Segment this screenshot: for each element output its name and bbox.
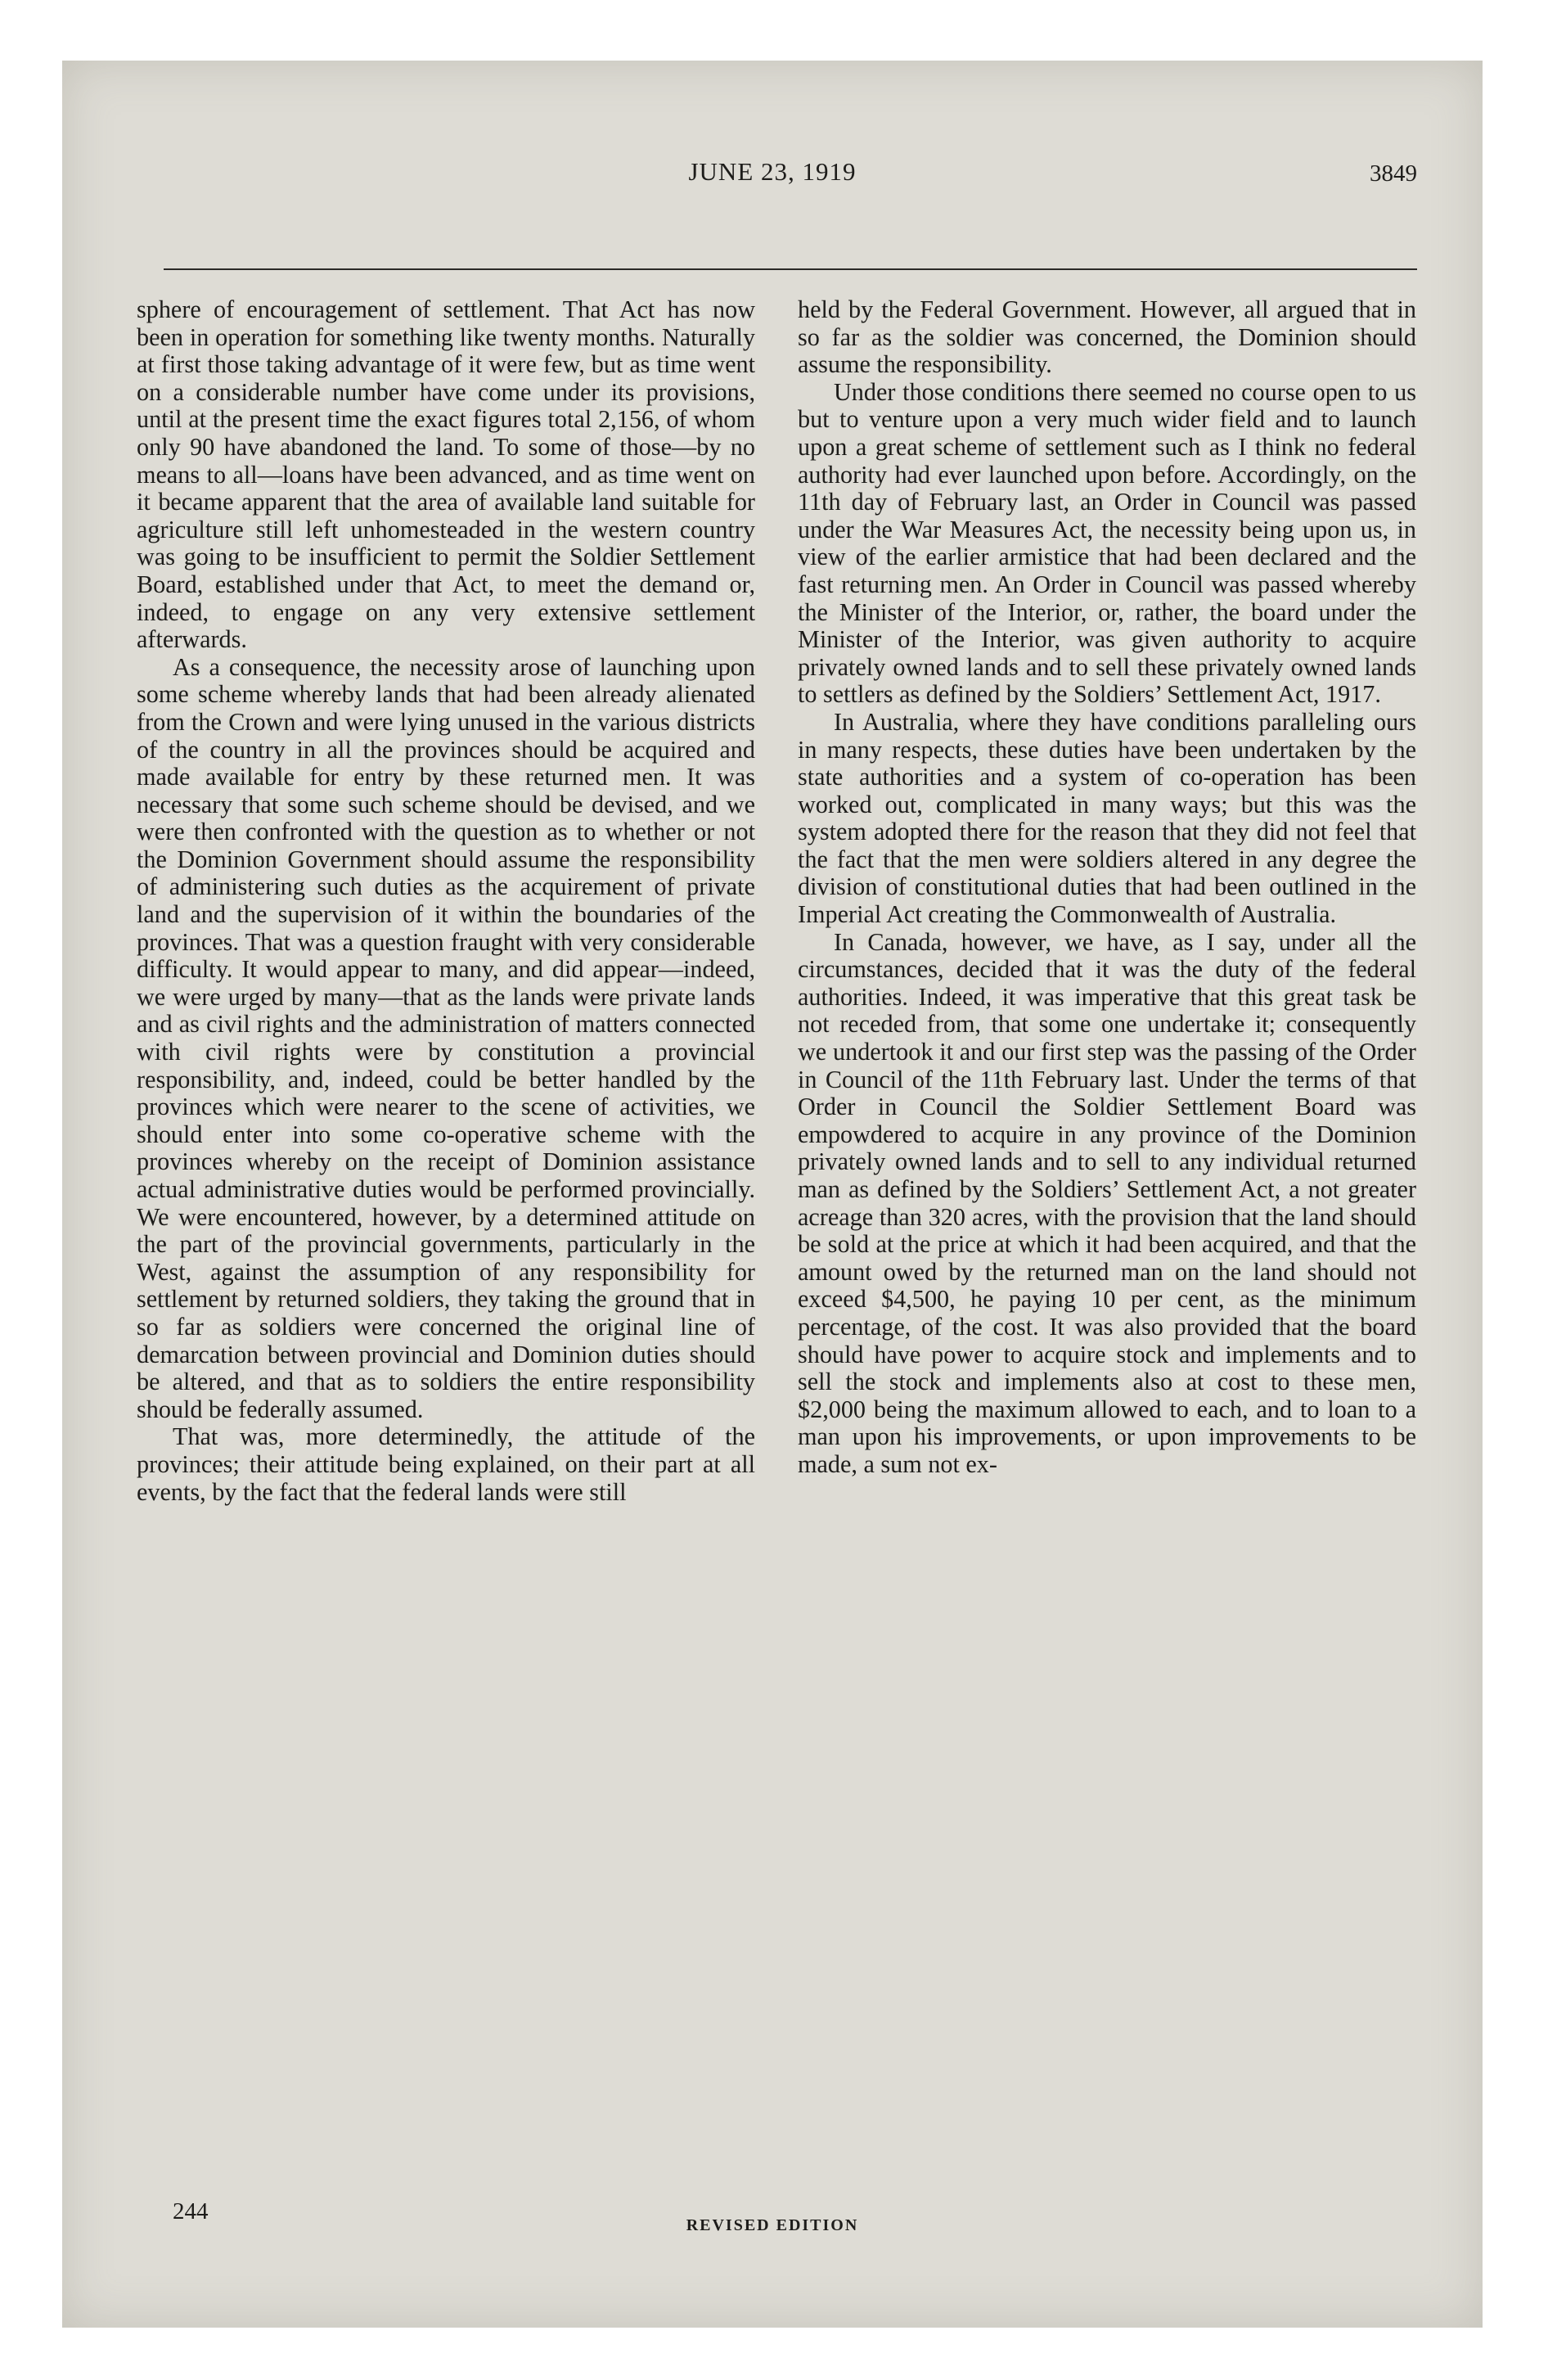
right-paragraph-3: In Australia, where they have conditions paralleling ours in many respects, these duties have been undertaken by the state authorities and a system of co-operation has been worked out, complicated in many ways; but this was the system adopted there for the reason that they did not feel that the fact that the men were soldiers altered in any degree the division of constitutional duties that had been outlined in the Imperial Act creating the Commonwealth of Australia.: [798, 707, 1416, 929]
left-paragraph-1: sphere of encouragement of settlement. That Act has now been in operation for something like twenty months. Naturally at first those taking advantage of it were few, but as time went on a considerable number have come under its provisions, until at the present time the exact figures total 2,156, of whom only 90 have abandoned the land. To some of those—by no means to all—loans have been advanced, and as time went on it became apparent that the area of available land suitable for agriculture still left unhomesteaded in the western country was going to be insufficient to permit the Soldier Settlement Board, established under that Act, to meet the demand or, indeed, to engage on any very extensive settlement afterwards.: [137, 296, 755, 654]
folio-number: 244: [173, 2198, 209, 2224]
header-rule: [164, 268, 1417, 270]
scanned-page: [62, 61, 1483, 2328]
header-page-number: 3849: [1370, 160, 1417, 187]
right-paragraph-1: held by the Federal Government. However, all argued that in so far as the soldier was concerned, the Dominion should assume the responsibility.: [798, 296, 1416, 379]
right-paragraph-4: In Canada, however, we have, as I say, under all the circumstances, decided that it was the duty of the federal authorities. Indeed, it was imperative that this great task be not receded from, that some one undertake it; consequently we undertook it and our first step was the passing of the Order in Council of the 11th February last. Under the terms of that Order in Council the Soldier Settlement Board was empowdered to acquire in any province of the Dominion privately owned lands and to sell to any individual returned man as defined by the Soldiers’ Settlement Act, a not greater acreage than 320 acres, with the provision that the land should be sold at the price at which it had been acquired, and that the amount owed by the returned man on the land should not exceed $4,500, he paying 10 per cent, as the minimum percentage, of the cost. It was also provided that the board should have power to acquire stock and implements and to sell the stock and implements also at cost to these men, $2,000 being the maximum allowed to each, and to loan to a man upon his improvements, or upon improvements to be made, a sum not ex-: [798, 927, 1416, 1478]
left-column: [137, 296, 755, 2220]
right-column: [798, 296, 1416, 2220]
left-paragraph-2: As a consequence, the necessity arose of launching upon some scheme whereby lands that had been already alienated from the Crown and were lying unused in the various districts of the country in all the provinces should be acquired and made available for entry by these returned men. It was necessary that some such scheme should be devised, and we were then confronted with the question as to whether or not the Dominion Government should assume the responsibility of administering such duties as the acquirement of private land and the supervision of it within the boundaries of the provinces. That was a question fraught with very considerable difficulty. It would appear to many, and did appear—indeed, we were urged by many—that as the lands were private lands and as civil rights and the administration of matters connected with civil rights were by constitution a provincial responsibility, and, indeed, could be better handled by the provinces which were nearer to the scene of activities, we should enter into some co-operative scheme with the provinces whereby on the receipt of Dominion assistance actual administrative duties would be performed provincially. We were encountered, however, by a determined attitude on the part of the provincial governments, particularly in the West, against the assumption of any responsibility for settlement by returned soldiers, they taking the ground that in so far as soldiers were concerned the original line of demarcation between provincial and Dominion duties should be altered, and that as to soldiers the entire responsibility should be federally assumed.: [137, 652, 755, 1423]
header-date: JUNE 23, 1919: [688, 157, 857, 186]
left-paragraph-3: That was, more determinedly, the attitude of the provinces; their attitude being explained, on their part at all events, by the fact that the federal lands were still: [137, 1422, 755, 1506]
edition-label: REVISED EDITION: [686, 2216, 859, 2234]
right-paragraph-2: Under those conditions there seemed no course open to us but to venture upon a very much wider field and to launch upon a great scheme of settlement such as I think no federal authority had ever launched upon before. Accordingly, on the 11th day of February last, an Order in Council was passed under the War Measures Act, the necessity being upon us, in view of the earlier armistice that had been declared and the fast returning men. An Order in Council was passed whereby the Minister of the Interior, or, rather, the board under the Minister of the Interior, was given authority to acquire privately owned lands and to sell these privately owned lands to settlers as defined by the Soldiers’ Settlement Act, 1917.: [798, 377, 1416, 709]
running-header: [62, 157, 1483, 206]
